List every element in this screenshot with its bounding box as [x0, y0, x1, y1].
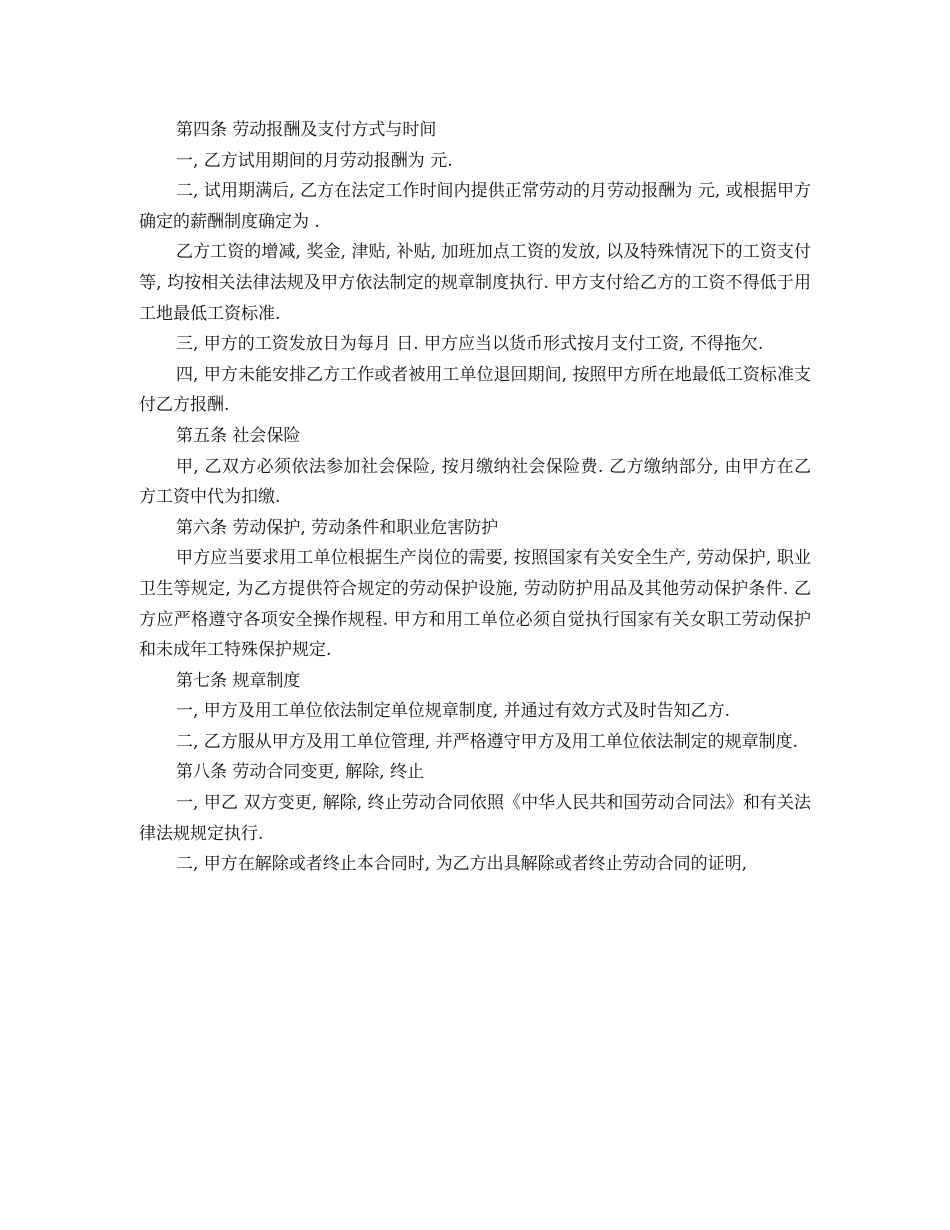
paragraph: 三, 甲方的工资发放日为每月 日. 甲方应当以货币形式按月支付工资, 不得拖欠.: [176, 334, 764, 355]
article-5-heading: 第五条 社会保险: [176, 425, 301, 446]
paragraph: 一, 甲方及用工单位依法制定单位规章制度, 并通过有效方式及时告知乙方.: [176, 701, 731, 722]
paragraph: 二, 甲方在解除或者终止本合同时, 为乙方出具解除或者终止劳动合同的证明,: [176, 854, 748, 875]
article-6-heading: 第六条 劳动保护, 劳动条件和职业危害防护: [176, 517, 499, 538]
paragraph: 二, 试用期满后, 乙方在法定工作时间内提供正常劳动的月劳动报酬为 元, 或根据甲方确定的薪酬制度确定为 .: [139, 181, 811, 232]
paragraph: 乙方工资的增减, 奖金, 津贴, 补贴, 加班加点工资的发放, 以及特殊情况下的工资支付等, 均按相关法律法规及甲方依法制定的规章制度执行. 甲方支付给乙方的工资不得低于用工地最低工资标准.: [139, 242, 811, 324]
paragraph: 二, 乙方服从甲方及用工单位管理, 并严格遵守甲方及用工单位依法制定的规章制度.: [176, 731, 799, 752]
paragraph: 四, 甲方未能安排乙方工作或者被用工单位退回期间, 按照甲方所在地最低工资标准支付乙方报酬.: [139, 364, 811, 416]
paragraph: 甲, 乙双方必须依法参加社会保险, 按月缴纳社会保险费. 乙方缴纳部分, 由甲方在乙方工资中代为扣缴.: [139, 456, 811, 508]
document-body: [139, 115, 811, 880]
article-8-heading: 第八条 劳动合同变更, 解除, 终止: [176, 762, 425, 783]
paragraph: 甲方应当要求用工单位根据生产岗位的需要, 按照国家有关安全生产, 劳动保护, 职业卫生等规定, 为乙方提供符合规定的劳动保护设施, 劳动防护用品及其他劳动保护条件. 乙方应严格遵守各项安全操作规程. 甲方和用工单位必须自觉执行国家有关女职工劳动保护和未成年工特殊保护规定.: [139, 548, 811, 661]
paragraph: 一, 乙方试用期间的月劳动报酬为 元.: [176, 150, 453, 171]
paragraph: 一, 甲乙 双方变更, 解除, 终止劳动合同依照《中华人民共和国劳动合同法》和有关法律法规规定执行.: [139, 793, 811, 844]
article-7-heading: 第七条 规章制度: [176, 670, 301, 691]
article-4-heading: 第四条 劳动报酬及支付方式与时间: [176, 120, 437, 140]
